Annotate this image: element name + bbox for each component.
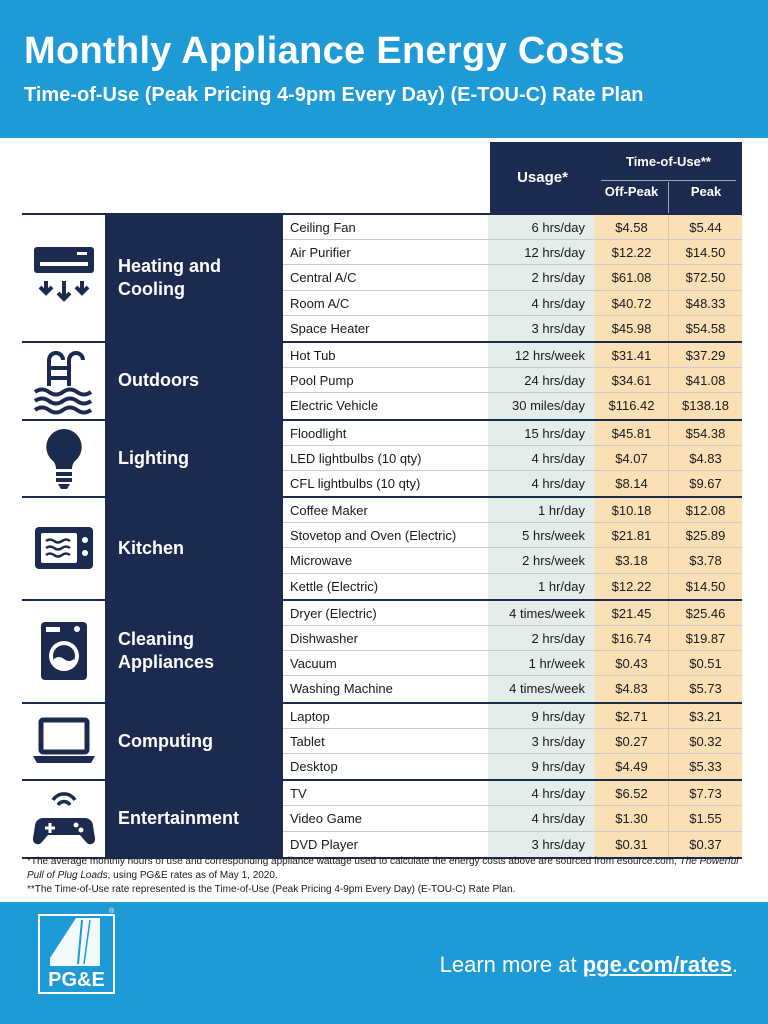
appliance-name: Laptop (290, 708, 330, 724)
usage-cell: 2 hrs/day (488, 265, 595, 289)
appliance-name: Stovetop and Oven (Electric) (290, 528, 457, 544)
off-peak-cost: $0.31 (595, 832, 669, 857)
laptop-icon (22, 704, 105, 780)
peak-cost: $5.44 (669, 215, 742, 239)
appliance-name: Desktop (290, 758, 338, 774)
category-name: Computing (105, 704, 283, 780)
category-rows (283, 343, 742, 419)
table-row (283, 368, 742, 393)
off-peak-cost: $61.08 (595, 265, 669, 289)
cta-suffix: . (731, 952, 738, 977)
category-name: Lighting (105, 421, 283, 497)
off-peak-cost: $0.27 (595, 729, 669, 753)
off-peak-cost: $45.81 (595, 421, 669, 445)
category-rows (283, 601, 742, 702)
column-header-peak: Peak (690, 184, 722, 199)
appliance-name: Room A/C (290, 295, 350, 311)
usage-cell: 4 times/week (488, 676, 595, 701)
table-row (283, 806, 742, 831)
page-subtitle: Time-of-Use (Peak Pricing 4-9pm Every Day) (E-TOU-C) Rate Plan (24, 84, 644, 106)
usage-cell: 4 hrs/day (488, 291, 595, 315)
off-peak-cost: $31.41 (595, 343, 669, 367)
pge-logo-icon (38, 914, 115, 994)
appliance-name: CFL lightbulbs (10 qty) (290, 475, 421, 491)
appliance-name: Kettle (Electric) (290, 578, 379, 594)
usage-cell: 3 hrs/day (488, 832, 595, 857)
learn-more-cta (440, 952, 738, 978)
table-row (283, 291, 742, 316)
category-group (22, 599, 742, 702)
peak-cost: $5.33 (669, 754, 742, 779)
category-group (22, 702, 742, 780)
usage-cell: 4 hrs/day (488, 446, 595, 470)
appliance-name: Washing Machine (290, 681, 393, 697)
category-name: Heating and Cooling (105, 215, 283, 341)
table-row (283, 471, 742, 496)
off-peak-cost: $0.43 (595, 651, 669, 675)
category-group (22, 779, 742, 857)
category-rows (283, 215, 742, 341)
peak-cost: $54.58 (669, 316, 742, 341)
footnote-1 (27, 855, 747, 883)
table-row (283, 626, 742, 651)
appliance-name: Coffee Maker (290, 503, 368, 519)
appliance-name: Space Heater (290, 320, 370, 336)
peak-cost: $54.38 (669, 421, 742, 445)
table-row (283, 574, 742, 599)
off-peak-cost: $21.81 (595, 523, 669, 547)
peak-cost: $72.50 (669, 265, 742, 289)
logo-wordmark: PG&E (48, 969, 105, 991)
table-row (283, 548, 742, 573)
usage-cell: 1 hr/day (488, 498, 595, 522)
appliance-name: Air Purifier (290, 245, 351, 261)
table-row (283, 240, 742, 265)
footnote-1-source-title: The Powerful Pull of Plug Loads (27, 856, 739, 881)
table-row (283, 343, 742, 368)
appliance-name: Electric Vehicle (290, 398, 379, 414)
usage-cell: 30 miles/day (488, 393, 595, 418)
appliance-name: DVD Player (290, 836, 358, 852)
usage-cell: 1 hr/week (488, 651, 595, 675)
footnotes (27, 855, 747, 897)
table-row (283, 446, 742, 471)
appliance-name: Dryer (Electric) (290, 605, 377, 621)
category-name: Outdoors (105, 343, 283, 419)
appliance-name: Dishwasher (290, 631, 358, 646)
category-rows (283, 781, 742, 857)
rates-link[interactable]: pge.com/rates (582, 952, 732, 977)
usage-cell: 24 hrs/day (488, 368, 595, 392)
off-peak-cost: $6.52 (595, 781, 669, 805)
appliance-name: Microwave (290, 553, 353, 569)
appliance-name: Hot Tub (290, 347, 336, 363)
table-row (283, 316, 742, 341)
off-peak-cost: $4.07 (595, 446, 669, 470)
usage-cell: 1 hr/day (488, 574, 595, 599)
peak-cost: $3.78 (669, 548, 742, 572)
appliance-name: Floodlight (290, 425, 347, 441)
lightbulb-icon (22, 421, 105, 497)
table-row (283, 704, 742, 729)
peak-cost: $14.50 (669, 574, 742, 599)
table-row (283, 393, 742, 418)
usage-cell: 5 hrs/week (488, 523, 595, 547)
microwave-icon (22, 498, 105, 599)
category-group (22, 213, 742, 341)
tou-title: Time-of-Use** (625, 154, 711, 169)
off-peak-cost: $10.18 (595, 498, 669, 522)
usage-cell: 3 hrs/day (488, 316, 595, 341)
off-peak-cost: $12.22 (595, 574, 669, 599)
peak-cost: $0.51 (669, 651, 742, 675)
off-peak-cost: $1.30 (595, 806, 669, 830)
trademark-mark: ® (109, 908, 115, 915)
peak-cost: $12.08 (669, 498, 742, 522)
table-row (283, 498, 742, 523)
off-peak-cost: $2.71 (595, 704, 669, 728)
cta-prefix: Learn more at (439, 952, 583, 977)
appliance-name: Vacuum (290, 656, 337, 672)
peak-cost: $1.55 (669, 806, 742, 830)
table-row (283, 781, 742, 806)
peak-cost: $14.50 (669, 240, 742, 264)
appliance-cost-table (22, 213, 742, 859)
table-row (283, 523, 742, 548)
washing-machine-icon (22, 601, 105, 702)
off-peak-cost: $8.14 (595, 471, 669, 496)
air-conditioner-icon (22, 215, 105, 341)
peak-cost: $138.18 (669, 393, 742, 418)
off-peak-cost: $3.18 (595, 548, 669, 572)
category-group (22, 419, 742, 497)
page-title: Monthly Appliance Energy Costs (24, 30, 625, 72)
appliance-name: Pool Pump (290, 373, 354, 389)
column-header-time-of-use (595, 142, 742, 213)
category-name: Entertainment (105, 781, 283, 857)
category-rows (283, 421, 742, 497)
table-row (283, 729, 742, 754)
off-peak-cost: $4.49 (595, 754, 669, 779)
peak-cost: $37.29 (669, 343, 742, 367)
usage-cell: 9 hrs/day (488, 704, 595, 728)
footnote-2: **The Time-of-Use rate represented is the Time-of-Use (Peak Pricing 4-9pm Every Day) (E-TOU-C) Rate Plan. (27, 884, 516, 895)
appliance-name: Video Game (290, 811, 363, 827)
off-peak-cost: $116.42 (595, 393, 669, 418)
table-row (283, 676, 742, 701)
appliance-name: Central A/C (290, 270, 357, 286)
off-peak-cost: $16.74 (595, 626, 669, 650)
peak-cost: $7.73 (669, 781, 742, 805)
page-header (0, 0, 768, 138)
peak-cost: $19.87 (669, 626, 742, 650)
page-footer (0, 902, 768, 1024)
peak-cost: $41.08 (669, 368, 742, 392)
usage-cell: 6 hrs/day (488, 215, 595, 239)
table-row (283, 832, 742, 857)
appliance-name: Ceiling Fan (290, 220, 356, 235)
column-header-usage: Usage* (490, 142, 595, 213)
off-peak-cost: $40.72 (595, 291, 669, 315)
usage-cell: 4 hrs/day (488, 806, 595, 830)
usage-cell: 3 hrs/day (488, 729, 595, 753)
appliance-name: TV (290, 786, 307, 802)
peak-cost: $25.46 (669, 601, 742, 625)
off-peak-cost: $34.61 (595, 368, 669, 392)
table-row (283, 754, 742, 779)
table-row (283, 601, 742, 626)
category-name: Kitchen (105, 498, 283, 599)
peak-cost: $25.89 (669, 523, 742, 547)
peak-cost: $9.67 (669, 471, 742, 496)
pool-ladder-icon (22, 343, 105, 419)
usage-cell: 12 hrs/day (488, 240, 595, 264)
category-rows (283, 704, 742, 780)
divider (601, 180, 736, 181)
table-row (283, 421, 742, 446)
off-peak-cost: $45.98 (595, 316, 669, 341)
usage-cell: 4 times/week (488, 601, 595, 625)
off-peak-cost: $21.45 (595, 601, 669, 625)
appliance-name: Tablet (290, 733, 325, 749)
divider (668, 182, 669, 213)
footnote-1-text-end: , using PG&E rates as of May 1, 2020. (107, 870, 278, 881)
off-peak-cost: $4.83 (595, 676, 669, 701)
category-group (22, 496, 742, 599)
appliance-name: LED lightbulbs (10 qty) (290, 450, 422, 466)
off-peak-cost: $12.22 (595, 240, 669, 264)
usage-cell: 12 hrs/week (488, 343, 595, 367)
peak-cost: $0.32 (669, 729, 742, 753)
game-controller-icon (22, 781, 105, 857)
peak-cost: $48.33 (669, 291, 742, 315)
category-name: Cleaning Appliances (105, 601, 283, 702)
usage-cell: 2 hrs/week (488, 548, 595, 572)
peak-cost: $0.37 (669, 832, 742, 857)
column-header-off-peak: Off-Peak (604, 184, 659, 199)
peak-cost: $5.73 (669, 676, 742, 701)
usage-cell: 4 hrs/day (488, 781, 595, 805)
footnote-1-text: *The average monthly hours of use and corresponding appliance wattage used to calculate the energy costs above are sourced from esource.com, (27, 856, 680, 867)
table-row (283, 215, 742, 240)
usage-cell: 4 hrs/day (488, 471, 595, 496)
peak-cost: $3.21 (669, 704, 742, 728)
usage-cell: 9 hrs/day (488, 754, 595, 779)
category-group (22, 341, 742, 419)
off-peak-cost: $4.58 (595, 215, 669, 239)
category-rows (283, 498, 742, 599)
usage-cell: 2 hrs/day (488, 626, 595, 650)
peak-cost: $4.83 (669, 446, 742, 470)
table-row (283, 265, 742, 290)
usage-cell: 15 hrs/day (488, 421, 595, 445)
table-row (283, 651, 742, 676)
